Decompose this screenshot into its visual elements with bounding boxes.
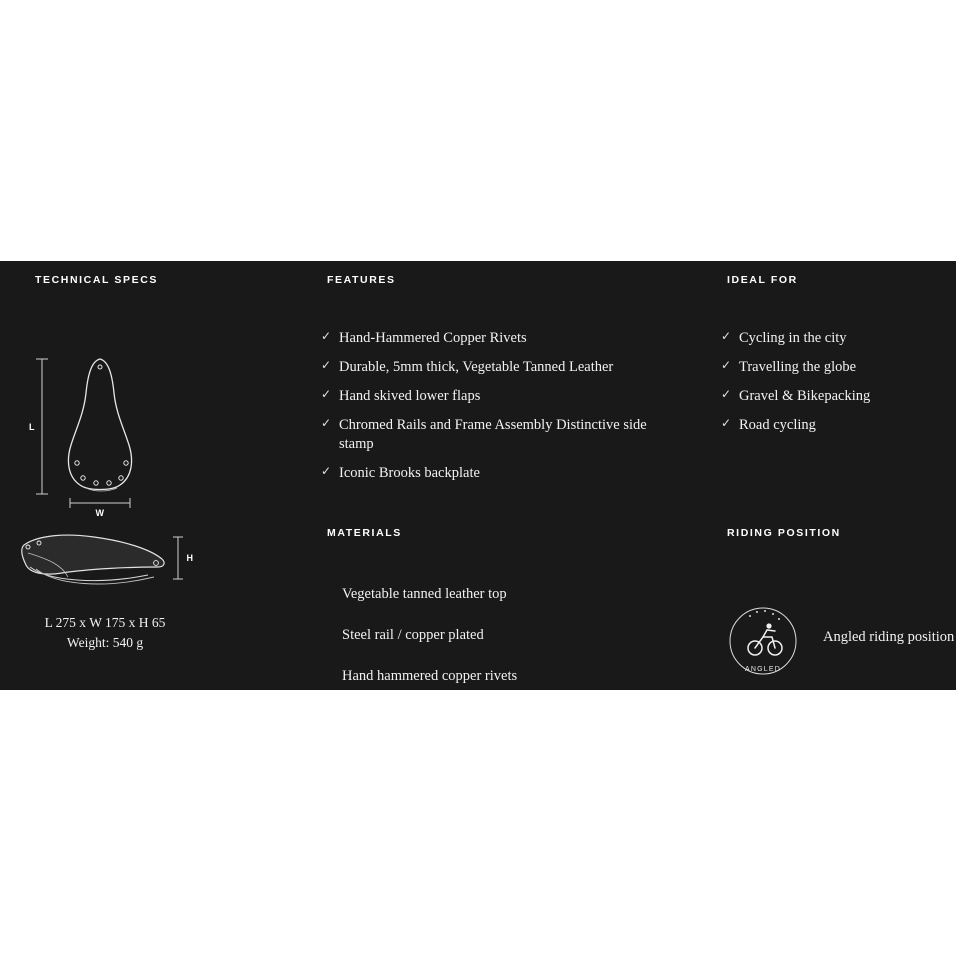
list-item-label: Hand-Hammered Copper Rivets (339, 330, 527, 346)
list-item-label: Travelling the globe (739, 359, 857, 376)
list-item (321, 416, 651, 452)
riding-position-label: Angled riding position (823, 629, 955, 645)
features-list (321, 329, 651, 493)
svg-text:H: H (186, 553, 194, 563)
features-heading: FEATURES (327, 274, 396, 286)
list-item (321, 387, 651, 405)
check-icon: ✓ (721, 358, 732, 373)
list-item: Hand hammered copper rivets (342, 668, 518, 684)
dimensions-text: L 275 x W 175 x H 65 (44, 615, 166, 630)
check-icon: ✓ (721, 387, 732, 402)
technical-specs-heading: TECHNICAL SPECS (35, 274, 158, 286)
list-item: Vegetable tanned leather top (342, 586, 507, 602)
materials-list (342, 586, 642, 709)
svg-text:W: W (95, 508, 105, 518)
cyclist-angled-icon (723, 601, 803, 681)
saddle-top-view-diagram (20, 351, 200, 518)
svg-text:L: L (29, 422, 35, 432)
product-spec-panel (0, 261, 956, 690)
list-item-label: Chromed Rails and Frame Assembly Distinctive side stamp (339, 417, 647, 452)
materials-heading: MATERIALS (327, 527, 402, 539)
list-item (721, 387, 921, 405)
list-item (321, 464, 651, 482)
list-item-label: Iconic Brooks backplate (339, 464, 480, 481)
technical-specs-dimensions (10, 613, 200, 654)
riding-position-heading: RIDING POSITION (727, 527, 841, 539)
check-icon: ✓ (721, 416, 732, 431)
check-icon: ✓ (321, 416, 332, 431)
riding-position-block (723, 601, 953, 691)
check-icon: ✓ (321, 387, 332, 402)
list-item-label: Durable, 5mm thick, Vegetable Tanned Leather (339, 359, 614, 376)
check-icon: ✓ (321, 329, 332, 343)
list-item (721, 329, 921, 347)
check-icon: ✓ (321, 358, 332, 373)
list-item-label: Hand skived lower flaps (339, 388, 481, 405)
saddle-side-view-diagram (8, 523, 208, 598)
list-item-label: Cycling in the city (739, 330, 847, 346)
check-icon: ✓ (321, 463, 332, 478)
badge-label: ANGLED (745, 666, 781, 673)
list-item (721, 358, 921, 376)
ideal-for-list (721, 329, 921, 446)
list-item-label: Road cycling (739, 417, 816, 434)
list-item (321, 358, 651, 376)
list-item: Steel rail / copper plated (342, 627, 484, 643)
weight-text: Weight: 540 g (66, 635, 144, 651)
check-icon: ✓ (721, 329, 732, 343)
list-item (321, 329, 651, 347)
ideal-for-heading: IDEAL FOR (727, 274, 798, 286)
list-item-label: Gravel & Bikepacking (739, 388, 871, 405)
list-item (721, 416, 921, 434)
